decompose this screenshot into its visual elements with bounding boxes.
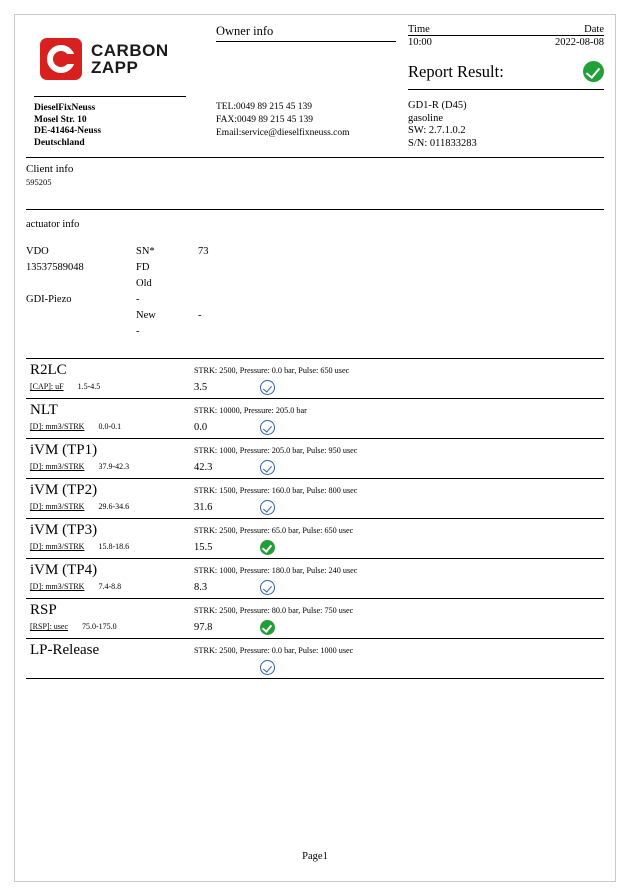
date-value: 2022-08-08	[555, 37, 604, 48]
company-country: Deutschland	[34, 137, 85, 148]
actuator-part-number: 13537589048	[26, 262, 84, 273]
test-value: 8.3	[194, 581, 208, 593]
actuator-row	[26, 244, 604, 260]
device-fuel: gasoline	[408, 112, 443, 124]
test-value-row	[194, 617, 604, 637]
test-name: LP-Release	[30, 642, 100, 658]
actuator-type: GDI-Piezo	[26, 294, 72, 305]
report-result-rule	[408, 89, 604, 90]
actuator-field-value	[198, 276, 318, 292]
test-value: 3.5	[194, 381, 208, 393]
test-value-row	[194, 377, 604, 397]
test-unit-row	[30, 501, 194, 512]
page-footer	[0, 851, 630, 862]
test-status-check-icon	[260, 540, 275, 555]
company-street: Mosel Str. 10	[34, 114, 87, 125]
actuator-info-section	[26, 210, 604, 358]
actuator-blank	[26, 276, 136, 292]
test-value-row	[194, 657, 604, 677]
test-unit-label: [D]: mm3/STRK	[30, 422, 85, 431]
test-unit-label: [RSP]: usec	[30, 622, 68, 631]
test-value: 15.5	[194, 541, 213, 553]
brand-line-2: ZAPP	[91, 58, 139, 77]
table-row	[26, 639, 604, 679]
test-unit-row	[30, 381, 194, 392]
client-info-value: 595205	[26, 177, 52, 187]
test-measurement	[194, 441, 604, 478]
client-info-label: Client info	[26, 163, 74, 175]
company-email: Email:service@dieselfixneuss.com	[216, 128, 350, 138]
test-conditions: STRK: 1500, Pressure: 160.0 bar, Pulse: 800 usec	[194, 486, 358, 495]
test-conditions: STRK: 10000, Pressure: 205.0 bar	[194, 406, 307, 415]
test-range: 37.9-42.3	[98, 462, 130, 471]
test-unit-label: [CAP]: uF	[30, 382, 64, 391]
actuator-info-label: actuator info	[26, 219, 80, 230]
company-fax: FAX:0049 89 215 45 139	[216, 115, 313, 125]
test-status-check-icon	[260, 660, 275, 675]
test-name: NLT	[30, 402, 58, 418]
actuator-row	[26, 260, 604, 276]
date-label: Date	[584, 24, 604, 35]
test-name: iVM (TP4)	[30, 562, 98, 578]
carbon-zapp-logo-icon	[40, 38, 82, 80]
actuator-row	[26, 308, 604, 324]
test-conditions: STRK: 1000, Pressure: 180.0 bar, Pulse: 240 usec	[194, 566, 358, 575]
actuator-field-value: -	[198, 310, 202, 321]
test-name: RSP	[30, 602, 57, 618]
actuator-field-value	[198, 260, 318, 276]
actuator-field-value	[198, 292, 318, 308]
table-row	[26, 599, 604, 639]
owner-info-rule	[216, 41, 396, 42]
test-identity	[26, 521, 194, 558]
client-info-section	[26, 163, 604, 209]
test-name: iVM (TP1)	[30, 442, 98, 458]
test-range: 29.6-34.6	[98, 502, 130, 511]
logo-column	[26, 22, 216, 80]
device-software-version: SW: 2.7.1.0.2	[408, 125, 466, 136]
test-identity	[26, 441, 194, 478]
report-result-label: Report Result:	[408, 61, 504, 81]
test-identity	[26, 601, 194, 638]
test-range: 75.0-175.0	[82, 622, 117, 631]
test-value: 97.8	[194, 621, 213, 633]
table-row	[26, 359, 604, 399]
device-info	[396, 96, 604, 150]
test-status-check-icon	[260, 420, 275, 435]
test-unit-label: [D]: mm3/STRK	[30, 582, 85, 591]
owner-info-column	[216, 22, 396, 42]
address-band	[26, 96, 604, 150]
brand-name	[91, 42, 169, 76]
table-row	[26, 559, 604, 599]
test-identity	[26, 361, 194, 398]
test-unit-row	[30, 541, 194, 552]
test-measurement	[194, 641, 604, 678]
test-conditions: STRK: 2500, Pressure: 0.0 bar, Pulse: 650 usec	[194, 366, 350, 375]
divider-after-address	[26, 157, 604, 158]
company-address-rule	[34, 96, 186, 97]
test-range: 0.0-0.1	[98, 422, 122, 431]
test-measurement	[194, 481, 604, 518]
brand-logo	[26, 38, 216, 80]
actuator-field-label: -	[136, 294, 140, 305]
test-measurement	[194, 401, 604, 438]
test-range: 1.5-4.5	[77, 382, 101, 391]
test-measurement	[194, 521, 604, 558]
time-date-labels	[408, 24, 604, 35]
test-value-row	[194, 537, 604, 557]
test-results-table	[26, 358, 604, 679]
device-serial-number: S/N: 011833283	[408, 137, 477, 149]
test-measurement	[194, 561, 604, 598]
device-model: GD1-R (D45)	[408, 100, 467, 111]
test-name: iVM (TP2)	[30, 482, 98, 498]
company-zip-city: DE-41464-Neuss	[34, 126, 102, 136]
test-value: 0.0	[194, 421, 208, 433]
test-name: R2LC	[30, 362, 67, 378]
brand-line-1: CARBON	[91, 41, 169, 60]
test-value: 31.6	[194, 501, 213, 513]
test-name: iVM (TP3)	[30, 522, 98, 538]
actuator-field-value	[198, 324, 318, 340]
actuator-row	[26, 292, 604, 308]
actuator-field-label: SN*	[136, 246, 155, 257]
actuator-blank	[26, 308, 136, 324]
company-contact	[216, 96, 396, 140]
test-measurement	[194, 361, 604, 398]
actuator-info-grid	[26, 244, 604, 340]
actuator-row	[26, 276, 604, 292]
actuator-row	[26, 324, 604, 340]
actuator-blank	[26, 324, 136, 340]
test-value-row	[194, 417, 604, 437]
test-unit-label: [D]: mm3/STRK	[30, 542, 85, 551]
test-unit-label: [D]: mm3/STRK	[30, 462, 85, 471]
table-row	[26, 399, 604, 439]
test-unit-row	[30, 621, 194, 632]
test-identity	[26, 641, 194, 678]
test-unit-label: [D]: mm3/STRK	[30, 502, 85, 511]
actuator-field-label: New	[136, 310, 156, 321]
test-status-check-icon	[260, 580, 275, 595]
page-number: Page1	[302, 851, 328, 862]
test-status-check-icon	[260, 460, 275, 475]
test-conditions: STRK: 2500, Pressure: 80.0 bar, Pulse: 750 usec	[194, 606, 354, 615]
time-date-column	[396, 22, 604, 90]
result-pass-check-icon	[583, 61, 604, 82]
test-identity	[26, 561, 194, 598]
report-result-row	[408, 61, 604, 89]
test-range: 15.8-18.6	[98, 542, 130, 551]
test-measurement	[194, 601, 604, 638]
test-identity	[26, 401, 194, 438]
test-identity	[26, 481, 194, 518]
time-label: Time	[408, 24, 430, 35]
test-unit-row	[30, 421, 194, 432]
test-status-check-icon	[260, 380, 275, 395]
test-value-row	[194, 497, 604, 517]
test-unit-row	[30, 581, 194, 592]
actuator-field-value: 73	[198, 246, 209, 257]
owner-info-label: Owner info	[216, 24, 274, 38]
company-address	[26, 96, 216, 149]
test-conditions: STRK: 2500, Pressure: 0.0 bar, Pulse: 1000 usec	[194, 646, 354, 655]
time-value: 10:00	[408, 37, 432, 48]
table-row	[26, 439, 604, 479]
table-row	[26, 479, 604, 519]
test-unit-row	[30, 461, 194, 472]
test-value: 42.3	[194, 461, 213, 473]
time-date-values	[408, 36, 604, 48]
test-conditions: STRK: 1000, Pressure: 205.0 bar, Pulse: 950 usec	[194, 446, 358, 455]
test-status-check-icon	[260, 500, 275, 515]
table-row	[26, 519, 604, 559]
company-tel: TEL:0049 89 215 45 139	[216, 102, 313, 112]
report-header	[26, 22, 604, 90]
test-value-row	[194, 577, 604, 597]
actuator-field-label: -	[136, 326, 140, 337]
actuator-maker: VDO	[26, 246, 49, 257]
actuator-field-label: FD	[136, 262, 150, 273]
test-status-check-icon	[260, 620, 275, 635]
test-conditions: STRK: 2500, Pressure: 65.0 bar, Pulse: 650 usec	[194, 526, 354, 535]
test-value-row	[194, 457, 604, 477]
test-range: 7.4-8.8	[98, 582, 122, 591]
actuator-field-label: Old	[136, 278, 152, 289]
company-name: DieselFixNeuss	[34, 103, 96, 113]
